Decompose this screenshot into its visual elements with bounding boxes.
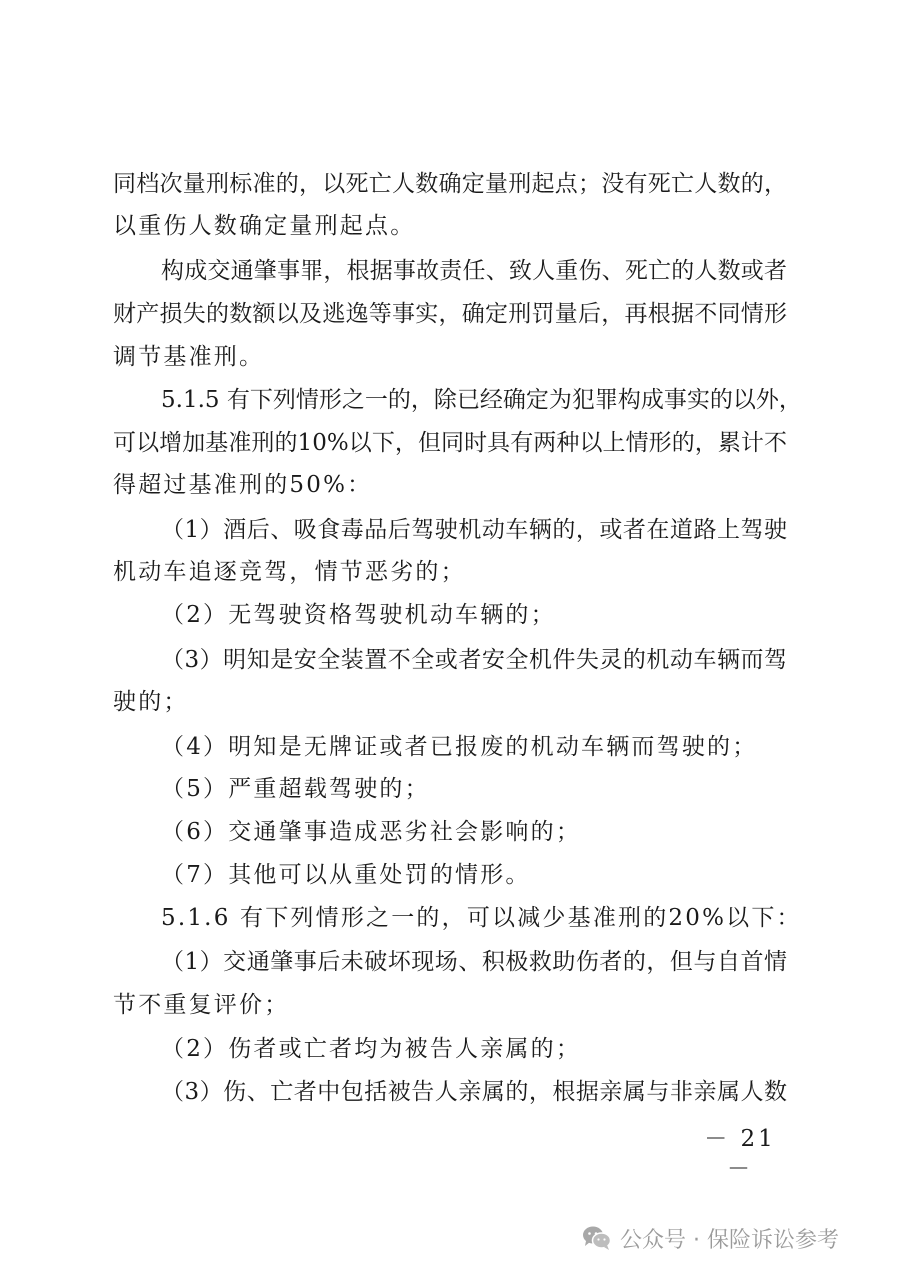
text-line: 得超过基准刑的50%：: [113, 472, 373, 498]
text-line: 构成交通肇事罪，根据事故责任、致人重伤、死亡的人数或者: [161, 258, 787, 284]
text-line: 可以增加基准刑的10%以下，但同时具有两种以上情形的，累计不: [113, 430, 787, 456]
text-line: 以重伤人数确定量刑起点。: [113, 213, 416, 239]
list-item: （3）伤、亡者中包括被告人亲属的，根据亲属与非亲属人数: [161, 1079, 787, 1105]
section-heading-5-1-5: 5.1.5 有下列情形之一的，除已经确定为犯罪构成事实的以外，: [161, 387, 802, 413]
list-item: （2）无驾驶资格驾驶机动车辆的；: [161, 602, 556, 628]
list-item: （2）伤者或亡者均为被告人亲属的；: [161, 1036, 582, 1062]
text-line: 财产损失的数额以及逃逸等事实，确定刑罚量后，再根据不同情形: [113, 301, 787, 327]
list-item: （1）酒后、吸食毒品后驾驶机动车辆的，或者在道路上驾驶: [161, 517, 787, 543]
page-number: － 21 －: [704, 1126, 776, 1182]
list-item: （3）明知是安全装置不全或者安全机件失灵的机动车辆而驾: [161, 647, 787, 673]
wechat-icon: [582, 1225, 612, 1251]
text-line: 调节基准刑。: [113, 344, 265, 370]
list-item: （1）交通肇事后未破坏现场、积极救助伤者的，但与自首情: [161, 949, 787, 975]
list-item: （4）明知是无牌证或者已报废的机动车辆而驾驶的；: [161, 734, 758, 760]
text-line: 同档次量刑标准的，以死亡人数确定量刑起点；没有死亡人数的，: [113, 171, 787, 197]
list-item: （6）交通肇事造成恶劣社会影响的；: [161, 819, 582, 845]
watermark-text: 公众号 · 保险诉讼参考: [620, 1227, 839, 1253]
text-line: 驶的；: [113, 689, 189, 715]
section-heading-5-1-6: 5.1.6 有下列情形之一的，可以减少基准刑的20%以下：: [161, 905, 802, 931]
text-line: 机动车追逐竞驾，情节恶劣的；: [113, 559, 466, 585]
list-item: （5）严重超载驾驶的；: [161, 776, 430, 802]
text-line: 节不重复评价；: [113, 992, 290, 1018]
list-item: （7）其他可以从重处罚的情形。: [161, 862, 531, 888]
watermark: [582, 1222, 839, 1254]
